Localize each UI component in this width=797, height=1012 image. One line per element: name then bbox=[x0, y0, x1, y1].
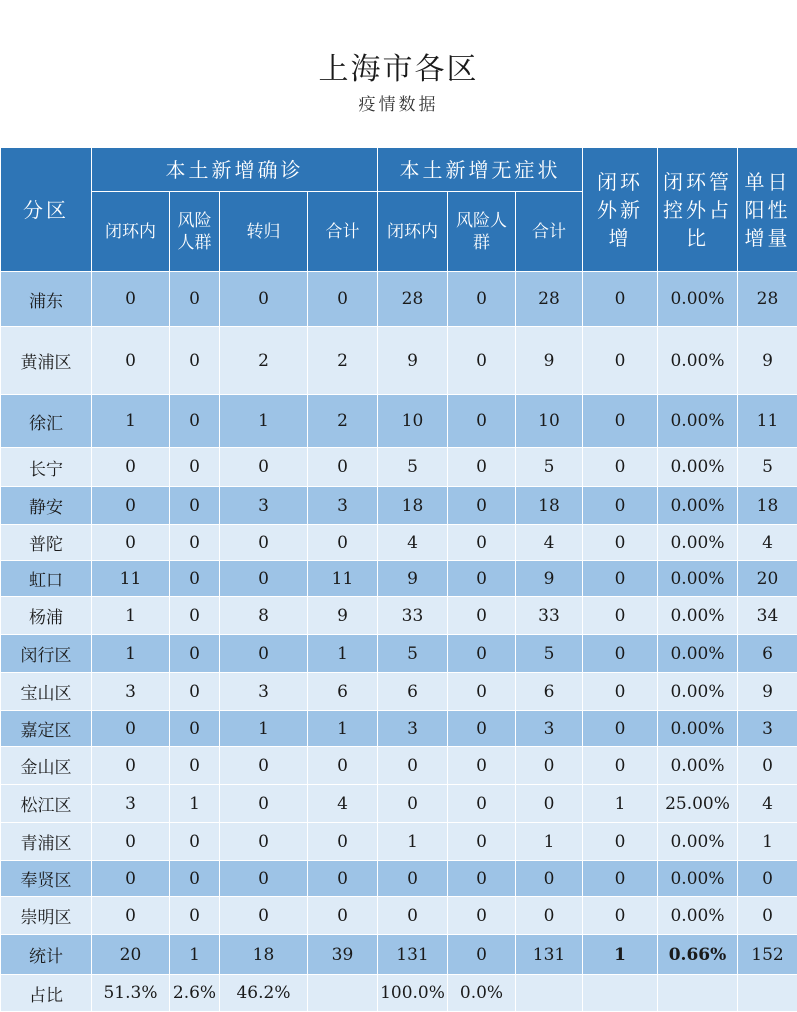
table-cell: 0.00% bbox=[658, 448, 738, 487]
table-cell: 0 bbox=[92, 747, 170, 785]
table-cell: 9 bbox=[738, 673, 797, 711]
table-cell: 25.00% bbox=[658, 785, 738, 823]
header-confirmed-total: 合计 bbox=[308, 192, 378, 272]
table-cell: 2.6% bbox=[170, 975, 220, 1012]
title-area bbox=[0, 0, 797, 147]
table-cell bbox=[583, 975, 658, 1012]
header-confirmed-closed-loop: 闭环内 bbox=[92, 192, 170, 272]
table-cell: 0 bbox=[220, 747, 308, 785]
table-cell: 3 bbox=[516, 711, 583, 747]
table-cell: 0 bbox=[448, 395, 516, 448]
table-cell: 0 bbox=[448, 487, 516, 525]
table-cell: 4 bbox=[308, 785, 378, 823]
table-cell: 33 bbox=[516, 597, 583, 635]
table-cell: 0.00% bbox=[658, 525, 738, 561]
table-cell: 18 bbox=[738, 487, 797, 525]
table-cell: 0 bbox=[92, 272, 170, 327]
table-cell: 0.0% bbox=[448, 975, 516, 1012]
table-cell: 0 bbox=[170, 525, 220, 561]
district-name-cell: 长宁 bbox=[1, 448, 92, 487]
header-confirmed-group: 本土新增确诊 bbox=[92, 148, 378, 192]
district-name-cell: 奉贤区 bbox=[1, 861, 92, 897]
table-cell: 0 bbox=[448, 327, 516, 395]
table-cell: 1 bbox=[378, 823, 448, 861]
header-asymptomatic-closed-loop: 闭环内 bbox=[378, 192, 448, 272]
table-cell bbox=[516, 975, 583, 1012]
table-cell: 11 bbox=[92, 561, 170, 597]
table-cell: 11 bbox=[738, 395, 797, 448]
table-cell: 9 bbox=[516, 561, 583, 597]
table-cell: 1 bbox=[516, 823, 583, 861]
table-cell: 0 bbox=[448, 823, 516, 861]
table-cell bbox=[738, 975, 797, 1012]
header-district: 分区 bbox=[1, 148, 92, 272]
district-name-cell: 宝山区 bbox=[1, 673, 92, 711]
table-cell: 0 bbox=[378, 785, 448, 823]
table-cell: 0 bbox=[583, 747, 658, 785]
table-cell: 0 bbox=[583, 673, 658, 711]
table-cell: 46.2% bbox=[220, 975, 308, 1012]
table-cell: 0 bbox=[220, 635, 308, 673]
table-cell: 33 bbox=[378, 597, 448, 635]
table-cell: 0 bbox=[583, 561, 658, 597]
table-cell: 0 bbox=[92, 861, 170, 897]
table-cell: 9 bbox=[308, 597, 378, 635]
table-cell: 0 bbox=[583, 897, 658, 935]
table-cell: 0 bbox=[220, 823, 308, 861]
district-name-cell: 黄浦区 bbox=[1, 327, 92, 395]
table-cell: 0 bbox=[448, 525, 516, 561]
table-cell: 1 bbox=[308, 711, 378, 747]
header-asymptomatic-group: 本土新增无症状 bbox=[378, 148, 583, 192]
page-subtitle: 疫情数据 bbox=[0, 90, 797, 115]
table-cell: 2 bbox=[308, 327, 378, 395]
table-row bbox=[1, 487, 797, 525]
table-cell: 0 bbox=[448, 935, 516, 975]
table-row bbox=[1, 861, 797, 897]
table-cell: 0 bbox=[448, 561, 516, 597]
table-cell: 0 bbox=[448, 673, 516, 711]
table-cell: 1 bbox=[170, 935, 220, 975]
table-cell: 0 bbox=[308, 272, 378, 327]
table-cell: 6 bbox=[308, 673, 378, 711]
table-cell: 10 bbox=[516, 395, 583, 448]
table-cell: 0 bbox=[220, 785, 308, 823]
header-row-1 bbox=[1, 148, 797, 192]
table-cell: 0 bbox=[308, 823, 378, 861]
table-cell: 0 bbox=[170, 823, 220, 861]
table-cell: 0 bbox=[516, 785, 583, 823]
table-cell: 0 bbox=[378, 747, 448, 785]
table-cell: 131 bbox=[378, 935, 448, 975]
table-cell: 5 bbox=[516, 448, 583, 487]
table-cell bbox=[658, 975, 738, 1012]
table-cell: 1 bbox=[220, 395, 308, 448]
table-cell: 0 bbox=[583, 448, 658, 487]
table-cell: 0 bbox=[308, 747, 378, 785]
table-cell: 0 bbox=[92, 327, 170, 395]
table-cell: 1 bbox=[92, 635, 170, 673]
table-cell: 0 bbox=[448, 747, 516, 785]
table-cell: 3 bbox=[220, 487, 308, 525]
table-cell: 0 bbox=[170, 327, 220, 395]
header-asymptomatic-risk-group: 风险人群 bbox=[448, 192, 516, 272]
table-cell: 0.00% bbox=[658, 635, 738, 673]
table-cell: 1 bbox=[220, 711, 308, 747]
table-cell: 0.00% bbox=[658, 823, 738, 861]
table-cell: 5 bbox=[738, 448, 797, 487]
table-cell: 0.00% bbox=[658, 747, 738, 785]
table-cell: 0.00% bbox=[658, 711, 738, 747]
table-cell: 1 bbox=[92, 597, 170, 635]
table-cell: 0 bbox=[308, 448, 378, 487]
table-cell: 0 bbox=[170, 673, 220, 711]
table-cell: 4 bbox=[738, 525, 797, 561]
table-cell: 0 bbox=[92, 448, 170, 487]
table-cell: 0 bbox=[583, 272, 658, 327]
table-cell: 0 bbox=[583, 861, 658, 897]
table-cell: 0 bbox=[583, 395, 658, 448]
table-cell: 0 bbox=[220, 272, 308, 327]
district-name-cell: 嘉定区 bbox=[1, 711, 92, 747]
table-cell: 3 bbox=[378, 711, 448, 747]
table-cell: 0 bbox=[170, 487, 220, 525]
table-cell: 28 bbox=[738, 272, 797, 327]
table-cell: 0 bbox=[583, 823, 658, 861]
table-cell: 0.00% bbox=[658, 395, 738, 448]
table-row bbox=[1, 747, 797, 785]
district-name-cell: 闵行区 bbox=[1, 635, 92, 673]
table-cell: 0 bbox=[738, 747, 797, 785]
table-row bbox=[1, 785, 797, 823]
table-cell: 9 bbox=[378, 561, 448, 597]
table-cell: 0 bbox=[583, 711, 658, 747]
table-cell: 0 bbox=[516, 747, 583, 785]
table-cell: 1 bbox=[738, 823, 797, 861]
table-cell: 0 bbox=[583, 597, 658, 635]
district-name-cell: 普陀 bbox=[1, 525, 92, 561]
district-name-cell: 统计 bbox=[1, 935, 92, 975]
table-cell: 1 bbox=[308, 635, 378, 673]
table-cell: 0 bbox=[583, 635, 658, 673]
table-cell: 0 bbox=[170, 861, 220, 897]
table-cell: 0 bbox=[170, 635, 220, 673]
table-cell: 4 bbox=[516, 525, 583, 561]
table-cell: 51.3% bbox=[92, 975, 170, 1012]
table-cell: 0 bbox=[448, 897, 516, 935]
table-cell: 18 bbox=[220, 935, 308, 975]
table-cell: 0 bbox=[220, 448, 308, 487]
header-asymptomatic-total: 合计 bbox=[516, 192, 583, 272]
table-cell: 0 bbox=[583, 487, 658, 525]
table-cell: 0 bbox=[516, 897, 583, 935]
district-name-cell: 占比 bbox=[1, 975, 92, 1012]
header-outside-ratio: 闭环管 控外占 比 bbox=[658, 148, 738, 272]
table-cell: 0 bbox=[378, 861, 448, 897]
table-cell: 8 bbox=[220, 597, 308, 635]
table-row bbox=[1, 597, 797, 635]
table-cell: 11 bbox=[308, 561, 378, 597]
table-cell: 0.00% bbox=[658, 673, 738, 711]
table-cell: 6 bbox=[738, 635, 797, 673]
table-cell: 0 bbox=[170, 897, 220, 935]
district-name-cell: 静安 bbox=[1, 487, 92, 525]
table-cell: 9 bbox=[738, 327, 797, 395]
district-name-cell: 杨浦 bbox=[1, 597, 92, 635]
header-daily-positive: 单日 阳性 增量 bbox=[738, 148, 797, 272]
table-cell: 131 bbox=[516, 935, 583, 975]
table-cell: 100.0% bbox=[378, 975, 448, 1012]
table-cell: 28 bbox=[378, 272, 448, 327]
table-cell: 0.00% bbox=[658, 897, 738, 935]
table-row bbox=[1, 823, 797, 861]
table-cell: 0 bbox=[170, 272, 220, 327]
district-name-cell: 松江区 bbox=[1, 785, 92, 823]
table-cell: 4 bbox=[738, 785, 797, 823]
table-cell: 3 bbox=[92, 785, 170, 823]
table-row bbox=[1, 673, 797, 711]
table-cell: 20 bbox=[92, 935, 170, 975]
table-row bbox=[1, 327, 797, 395]
table-cell: 2 bbox=[308, 395, 378, 448]
table-cell: 0.00% bbox=[658, 861, 738, 897]
table-cell: 6 bbox=[516, 673, 583, 711]
table-cell: 1 bbox=[170, 785, 220, 823]
table-cell: 0.00% bbox=[658, 272, 738, 327]
header-outside-new: 闭环 外新 增 bbox=[583, 148, 658, 272]
table-cell: 0 bbox=[448, 711, 516, 747]
table-cell: 0 bbox=[448, 597, 516, 635]
district-name-cell: 崇明区 bbox=[1, 897, 92, 935]
district-name-cell: 青浦区 bbox=[1, 823, 92, 861]
table-row bbox=[1, 272, 797, 327]
header-confirmed-risk-group: 风险人群 bbox=[170, 192, 220, 272]
table-cell: 4 bbox=[378, 525, 448, 561]
table-cell: 18 bbox=[516, 487, 583, 525]
table-cell: 0.00% bbox=[658, 487, 738, 525]
table-cell: 0 bbox=[738, 861, 797, 897]
district-name-cell: 浦东 bbox=[1, 272, 92, 327]
table-cell: 0 bbox=[308, 861, 378, 897]
table-cell: 5 bbox=[378, 448, 448, 487]
district-data-table bbox=[0, 147, 797, 1012]
table-cell: 9 bbox=[378, 327, 448, 395]
table-cell: 6 bbox=[378, 673, 448, 711]
table-cell: 20 bbox=[738, 561, 797, 597]
table-cell: 3 bbox=[220, 673, 308, 711]
table-cell: 0 bbox=[583, 525, 658, 561]
table-cell: 0 bbox=[448, 448, 516, 487]
table-cell: 0 bbox=[220, 561, 308, 597]
table-cell: 0 bbox=[170, 711, 220, 747]
table-cell: 0.00% bbox=[658, 327, 738, 395]
table-cell: 0 bbox=[170, 747, 220, 785]
table-cell: 0.00% bbox=[658, 561, 738, 597]
table-cell: 10 bbox=[378, 395, 448, 448]
table-cell: 0 bbox=[92, 823, 170, 861]
table-cell: 0.66% bbox=[658, 935, 738, 975]
table-row bbox=[1, 975, 797, 1012]
table-cell: 0 bbox=[170, 395, 220, 448]
table-cell: 5 bbox=[516, 635, 583, 673]
page-title: 上海市各区 bbox=[0, 44, 797, 88]
table-cell: 0 bbox=[516, 861, 583, 897]
table-cell: 0 bbox=[448, 635, 516, 673]
table-cell: 9 bbox=[516, 327, 583, 395]
table-cell: 0 bbox=[92, 525, 170, 561]
table-cell: 28 bbox=[516, 272, 583, 327]
table-cell: 0 bbox=[220, 861, 308, 897]
district-name-cell: 虹口 bbox=[1, 561, 92, 597]
table-cell: 0 bbox=[378, 897, 448, 935]
table-row bbox=[1, 635, 797, 673]
table-cell: 152 bbox=[738, 935, 797, 975]
table-cell: 0 bbox=[738, 897, 797, 935]
table-row bbox=[1, 525, 797, 561]
table-cell: 0 bbox=[308, 897, 378, 935]
table-cell: 34 bbox=[738, 597, 797, 635]
district-name-cell: 金山区 bbox=[1, 747, 92, 785]
table-row bbox=[1, 935, 797, 975]
table-cell: 0 bbox=[448, 785, 516, 823]
table-cell: 0 bbox=[170, 561, 220, 597]
table-cell: 1 bbox=[583, 785, 658, 823]
table-body bbox=[1, 272, 797, 1012]
table-cell: 0 bbox=[220, 525, 308, 561]
table-cell: 0 bbox=[448, 861, 516, 897]
table-row bbox=[1, 448, 797, 487]
table-row bbox=[1, 897, 797, 935]
district-name-cell: 徐汇 bbox=[1, 395, 92, 448]
header-confirmed-conversion: 转归 bbox=[220, 192, 308, 272]
table-cell: 0 bbox=[92, 487, 170, 525]
table-cell: 1 bbox=[92, 395, 170, 448]
table-cell: 0 bbox=[448, 272, 516, 327]
table-row bbox=[1, 561, 797, 597]
table-cell: 0 bbox=[583, 327, 658, 395]
table-cell: 3 bbox=[738, 711, 797, 747]
table-cell: 5 bbox=[378, 635, 448, 673]
table-cell: 0 bbox=[308, 525, 378, 561]
table-cell: 18 bbox=[378, 487, 448, 525]
table-cell: 0 bbox=[92, 711, 170, 747]
table-cell: 3 bbox=[308, 487, 378, 525]
table-cell: 0 bbox=[92, 897, 170, 935]
table-cell: 3 bbox=[92, 673, 170, 711]
table-row bbox=[1, 711, 797, 747]
table-cell: 39 bbox=[308, 935, 378, 975]
table-cell: 2 bbox=[220, 327, 308, 395]
table-cell: 0.00% bbox=[658, 597, 738, 635]
table-cell: 0 bbox=[170, 597, 220, 635]
table-cell bbox=[308, 975, 378, 1012]
table-row bbox=[1, 395, 797, 448]
table-cell: 0 bbox=[220, 897, 308, 935]
table-cell: 0 bbox=[170, 448, 220, 487]
table-cell: 1 bbox=[583, 935, 658, 975]
